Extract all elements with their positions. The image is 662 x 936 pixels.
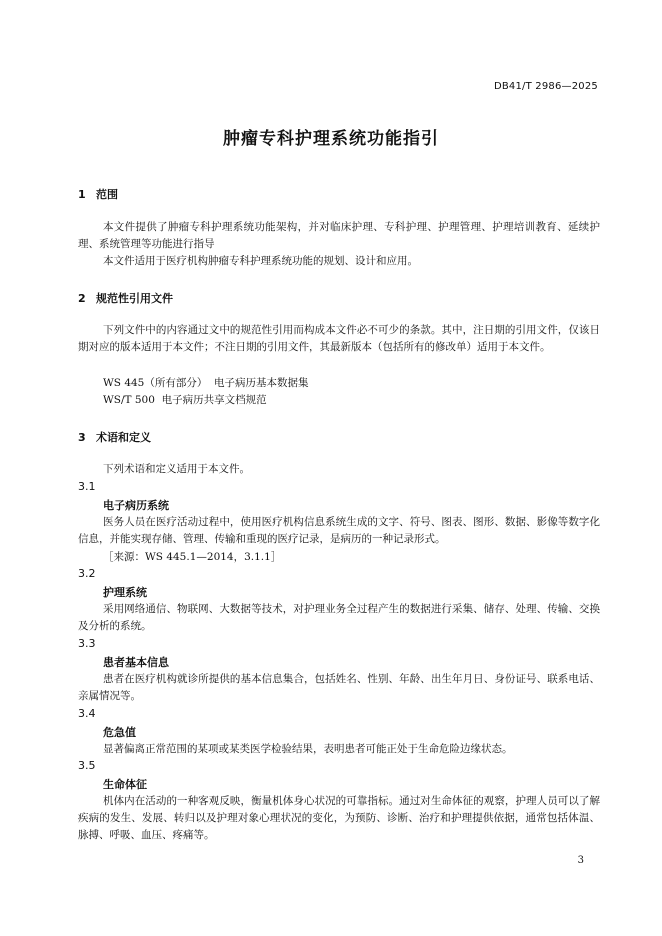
section-1-heading [78,186,118,202]
term-name: 护理系统 [103,586,147,599]
term-name: 生命体征 [103,778,147,791]
paragraph: 下列文件中的内容通过文中的规范性引用而构成本文件必不可少的条款。其中，注日期的引用文件，仅该日期对应的版本适用于本文件；不注日期的引用文件，其最新版本（包括所有的修改单）适用于本文件。 [78,324,600,353]
term-name: 患者基本信息 [103,656,169,669]
section-title: 术语和定义 [96,431,151,444]
paragraph: 下列术语和定义适用于本文件。 [103,463,250,475]
section-2-heading [78,290,173,306]
section-title: 规范性引用文件 [96,292,173,305]
term-definition [78,741,600,758]
paragraph: 本文件适用于医疗机构肿瘤专科护理系统功能的规划、设计和应用。 [103,255,418,267]
term-number: 3.1 [78,480,96,493]
paragraph: 患者在医疗机构就诊所提供的基本信息集合，包括姓名、性别、年龄、出生年月日、身份证号、联系电话、亲属情况等。 [78,673,600,702]
section-title: 范围 [96,188,118,201]
reference-item: WS 445（所有部分） 电子病历基本数据集 [103,377,309,389]
term-number: 3.5 [78,759,96,772]
term-name: 电子病历系统 [103,499,169,512]
term-name: 危急值 [103,726,136,739]
section-number: 1 [78,188,86,201]
term-number: 3.2 [78,567,96,580]
term-definition [78,793,600,844]
document-title: 肿瘤专科护理系统功能指引 [223,129,439,149]
paragraph: 显著偏离正常范围的某项或某类医学检验结果，表明患者可能正处于生命危险边缘状态。 [103,743,513,755]
section-number: 2 [78,292,86,305]
paragraph: 机体内在活动的一种客观反映，衡量机体身心状况的可靠指标。通过对生命体征的观察，护理人员可以了解疾病的发生、发展、转归以及护理对象心理状况的变化，为预防、诊断、治疗和护理提供依据，通常包括体温、脉搏、呼吸、血压、疼痛等。 [78,795,600,841]
paragraph: 医务人员在医疗活动过程中，使用医疗机构信息系统生成的文字、符号、图表、图形、数据、影像等数字化信息，并能实现存储、管理、传输和重现的医疗记录，是病历的一种记录形式。 [78,516,600,545]
term-source: ［来源：WS 445.1—2014，3.1.1］ [103,551,282,563]
standard-code: DB41/T 2986—2025 [493,81,598,92]
term-definition [78,514,600,548]
term-number: 3.3 [78,637,96,650]
term-number: 3.4 [78,707,96,720]
page-number: 3 [577,855,584,866]
reference-item: WS/T 500 电子病历共享文档规范 [103,394,267,406]
term-definition [78,601,600,635]
section-3-intro [78,461,600,478]
section-1-body [78,219,600,270]
section-number: 3 [78,431,86,444]
section-3-heading [78,429,151,445]
term-definition [78,671,600,705]
paragraph: 采用网络通信、物联网、大数据等技术，对护理业务全过程产生的数据进行采集、储存、处理、传输、交换及分析的系统。 [78,603,600,632]
section-2-body [78,322,600,356]
paragraph: 本文件提供了肿瘤专科护理系统功能架构，并对临床护理、专科护理、护理管理、护理培训教育、延续护理、系统管理等功能进行指导 [78,221,600,250]
